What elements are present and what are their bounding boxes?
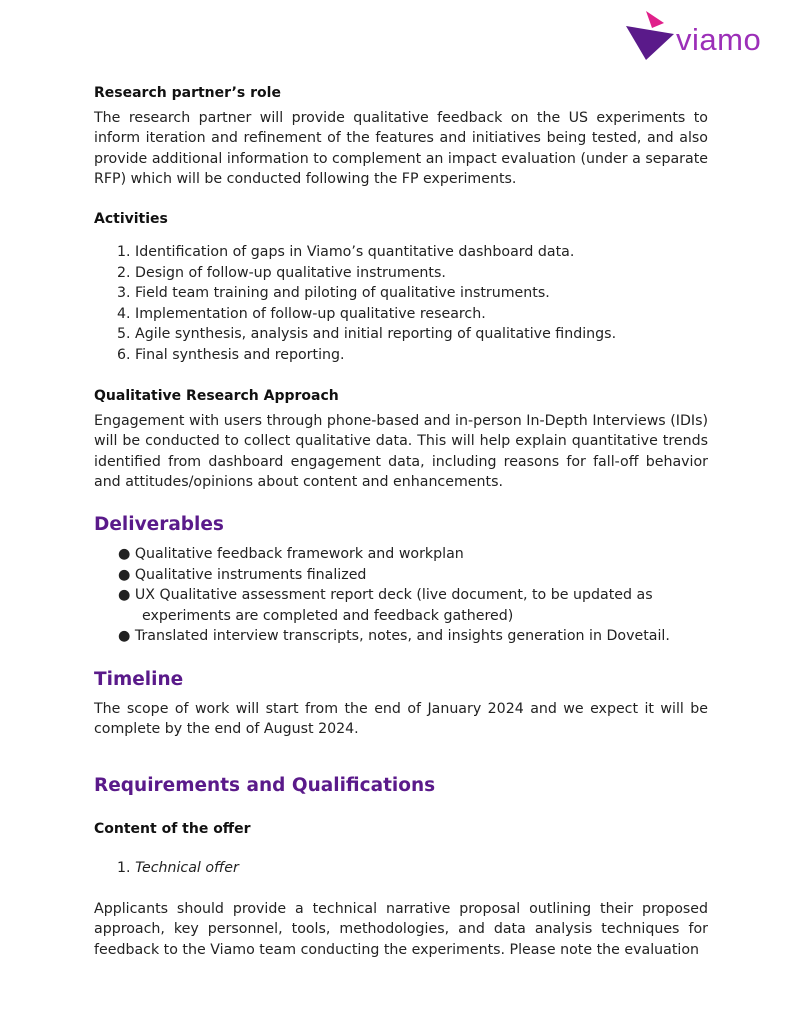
list-item: ● UX Qualitative assessment report deck (live document, to be updated as xyxy=(118,587,653,604)
list-number: 1. xyxy=(117,860,131,876)
list-item: 3. Field team training and piloting of qualitative instruments. xyxy=(117,285,550,302)
logo-mark-icon xyxy=(624,10,676,62)
content-offer-title: Content of the offer xyxy=(94,821,251,837)
research-role-text: The research partner will provide qualitative feedback on the US experiments to inform iteration and refinement of the features and initiatives being tested, and also provide additional information to complement an impact evaluation (under a separate RFP) which will be conducted following the FP experiments. xyxy=(94,110,708,188)
list-item: 2. Design of follow-up qualitative instruments. xyxy=(117,264,446,281)
offer-list xyxy=(117,858,731,879)
approach-section xyxy=(94,411,708,493)
list-item: 4. Implementation of follow-up qualitative research. xyxy=(117,305,486,322)
deliverables-heading xyxy=(94,512,708,538)
timeline-heading xyxy=(94,667,708,693)
requirements-title: Requirements and Qualifications xyxy=(94,775,436,796)
requirements-heading xyxy=(94,773,708,799)
content-offer-heading xyxy=(94,819,708,839)
list-item: ● Qualitative instruments finalized xyxy=(118,566,367,583)
research-role-section xyxy=(94,108,708,190)
approach-heading xyxy=(94,386,708,406)
list-item-continuation: experiments are completed and feedback gathered) xyxy=(142,607,514,624)
deliverables-title: Deliverables xyxy=(94,514,224,535)
list-item xyxy=(117,858,731,879)
timeline-section xyxy=(94,699,708,740)
timeline-title: Timeline xyxy=(94,669,184,690)
deliverables-list xyxy=(118,544,732,647)
activities-title: Activities xyxy=(94,211,168,227)
logo-wordmark: viamo xyxy=(676,22,762,57)
list-item: 5. Agile synthesis, analysis and initial reporting of qualitative findings. xyxy=(117,326,617,343)
timeline-text: The scope of work will start from the end of January 2024 and we expect it will be complete by the end of August 2024. xyxy=(94,701,708,738)
approach-title: Qualitative Research Approach xyxy=(94,388,339,404)
technical-offer-label: Technical offer xyxy=(135,860,239,876)
list-item: ● Qualitative feedback framework and workplan xyxy=(118,546,464,562)
requirements-section xyxy=(94,899,708,960)
list-item: ● Translated interview transcripts, notes, and insights generation in Dovetail. xyxy=(118,628,670,645)
approach-text: Engagement with users through phone-based and in-person In-Depth Interviews (IDIs) will be conducted to collect qualitative data. This will help explain quantitative trends identified from dashboard engagement data, including reasons for fall-off behavior and attitudes/opinions about content and enhancements. xyxy=(94,413,708,491)
activities-list xyxy=(117,242,731,366)
list-item: 6. Final synthesis and reporting. xyxy=(117,346,345,363)
research-role-title: Research partner’s role xyxy=(94,85,281,101)
activities-heading xyxy=(94,209,708,229)
list-item: 1. Identification of gaps in Viamo’s quantitative dashboard data. xyxy=(117,244,575,260)
research-role-heading xyxy=(94,83,708,103)
viamo-logo xyxy=(624,10,770,62)
requirements-text: Applicants should provide a technical narrative proposal outlining their proposed approach, key personnel, tools, methodologies, and data analysis techniques for feedback to the Viamo team conducting the experiments. Please note the evaluation xyxy=(94,901,708,958)
